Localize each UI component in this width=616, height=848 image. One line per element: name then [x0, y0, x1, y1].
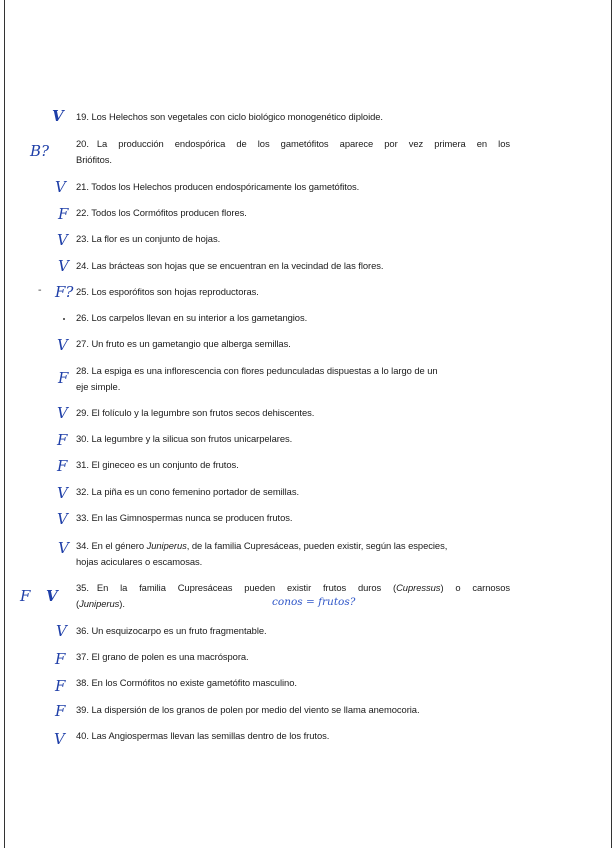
question-31: 31. El gineceo es un conjunto de frutos.	[76, 459, 239, 470]
dash-q25: -	[38, 284, 42, 296]
mark-q36: V	[56, 622, 67, 640]
question-33: 33. En las Gimnospermas nunca se producen frutos.	[76, 512, 293, 523]
question-24: 24. Las brácteas son hojas que se encuentran en la vecindad de las flores.	[76, 260, 384, 271]
question-37: 37. El grano de polen es una macróspora.	[76, 651, 249, 662]
mark-q25: F?	[55, 283, 74, 301]
question-30: 30. La legumbre y la silicua son frutos unicarpelares.	[76, 433, 293, 444]
left-page-edge	[4, 0, 5, 848]
question-26: 26. Los carpelos llevan en su interior a los gametangios.	[76, 312, 308, 323]
note-q35-conos-frutos: conos = frutos?	[272, 596, 356, 608]
mark-q37: F	[55, 650, 66, 668]
question-27: 27. Un fruto es un gametangio que alberga semillas.	[76, 338, 291, 349]
question-21: 21. Todos los Helechos producen endospóricamente los gametófitos.	[76, 181, 360, 192]
mark-q38: F	[55, 677, 66, 695]
question-29: 29. El folículo y la legumbre son frutos secos dehiscentes.	[76, 407, 315, 418]
question-20: 20. La producción endospórica de los gametófitos aparece por vez primera en los Briófitos.	[76, 138, 510, 165]
question-22: 22. Todos los Cormófitos producen flores.	[76, 207, 247, 218]
mark-q35-f: F	[20, 587, 31, 605]
mark-q32: V	[57, 484, 68, 502]
mark-q19: V	[52, 107, 64, 125]
question-23: 23. La flor es un conjunto de hojas.	[76, 233, 221, 244]
mark-q21: V	[55, 178, 66, 196]
question-36: 36. Un esquizocarpo es un fruto fragmentable.	[76, 625, 267, 636]
question-34: 34. En el género Juniperus, de la familia Cupresáceas, pueden existir, según las especies, hojas aciculares o escamosas.	[76, 540, 448, 567]
question-39: 39. La dispersión de los granos de polen por medio del viento se llama anemocoria.	[76, 704, 420, 715]
mark-q29: V	[57, 404, 68, 422]
right-page-edge	[611, 0, 612, 848]
question-38: 38. En los Cormófitos no existe gametófito masculino.	[76, 677, 297, 688]
dot-q26	[63, 318, 65, 320]
question-35: 35. En la familia Cupresáceas pueden existir frutos duros (Cupressus) o carnosos (Juniperus).	[76, 582, 510, 609]
mark-q24: V	[58, 257, 69, 275]
mark-q28: F	[58, 369, 69, 387]
mark-q34: V	[58, 539, 69, 557]
mark-q20: B?	[30, 142, 50, 160]
mark-q30: F	[57, 431, 68, 449]
mark-q35-v: V	[46, 587, 58, 605]
question-19: 19. Los Helechos son vegetales con ciclo biológico monogenético diploide.	[76, 111, 383, 122]
question-25: 25. Los esporófitos son hojas reproductoras.	[76, 286, 259, 297]
mark-q27: V	[57, 336, 68, 354]
mark-q33: V	[57, 510, 68, 528]
question-40: 40. Las Angiospermas llevan las semillas dentro de los frutos.	[76, 730, 330, 741]
mark-q39: F	[55, 702, 66, 720]
mark-q31: F	[57, 457, 68, 475]
question-32: 32. La piña es un cono femenino portador de semillas.	[76, 486, 300, 497]
question-28: 28. La espiga es una inflorescencia con flores pedunculadas dispuestas a lo largo de un eje simple.	[76, 365, 438, 392]
mark-q22: F	[58, 205, 69, 223]
mark-q23: V	[57, 231, 68, 249]
mark-q40: V	[54, 730, 65, 748]
